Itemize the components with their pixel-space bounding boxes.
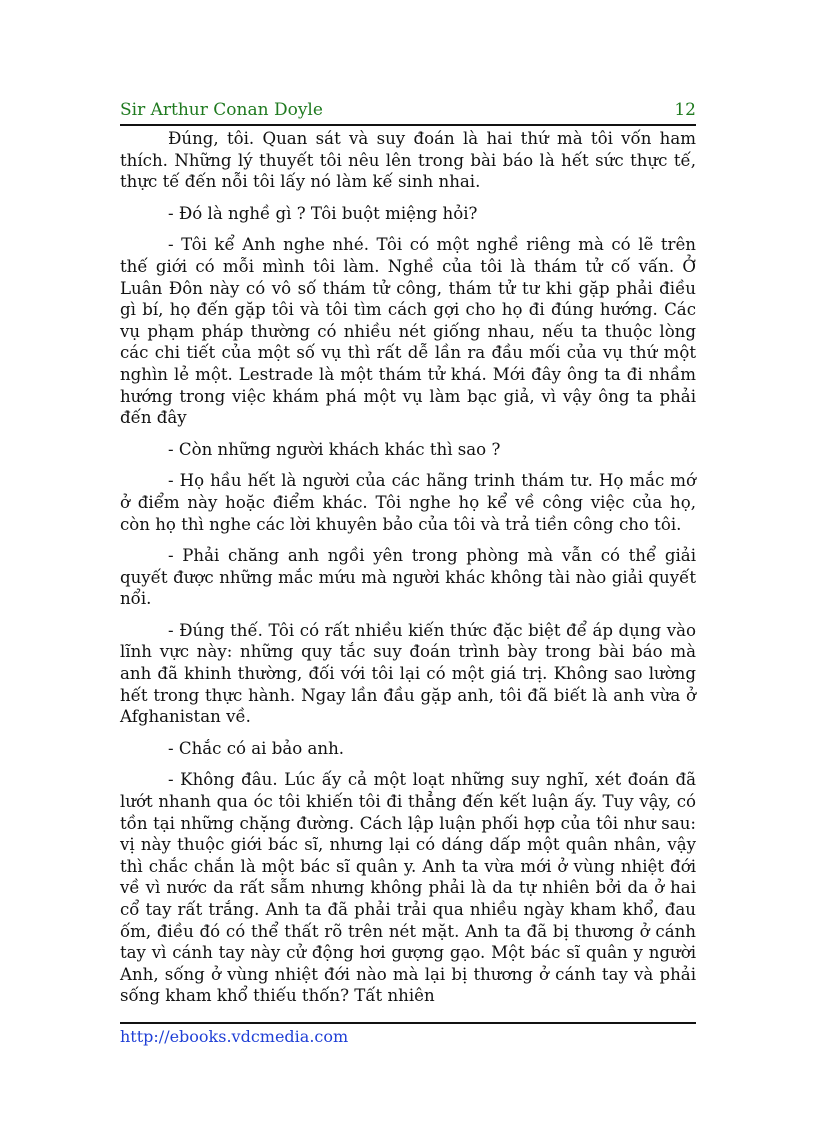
page-number: 12 bbox=[674, 100, 696, 120]
header-divider bbox=[120, 124, 696, 126]
paragraph: - Phải chăng anh ngồi yên trong phòng mà vẫn có thể giải quyết được những mắc mứu mà người khác không tài nào giải quyết nổi. bbox=[120, 546, 696, 609]
paragraph: - Chắc có ai bảo anh. bbox=[168, 738, 345, 758]
paragraph: - Tôi kể Anh nghe nhé. Tôi có một nghề riêng mà có lẽ trên thế giới có mỗi mình tôi làm. Nghề của tôi là thám tử cố vấn. Ở Luân Đôn này có vô số thám tử công, thám tử tư khi gặp phải điều gì bí, họ đến gặp tôi và tôi tìm cách gợi cho họ đi đúng hướng. Các vụ phạm pháp thường có nhiều nét giống nhau, nếu ta thuộc lòng các chi tiết của một số vụ thì rất dễ lần ra đầu mối của vụ thứ một nghìn lẻ một. Lestrade là một thám tử khá. Mới đây ông ta đi nhầm hướng trong việc khám phá một vụ làm bạc giả, vì vậy ông ta phải đến đây bbox=[120, 235, 696, 428]
paragraph: Đúng, tôi. Quan sát và suy đoán là hai thứ mà tôi vốn ham thích. Những lý thuyết tôi nêu lên trong bài báo là hết sức thực tế, thực tế đến nỗi tôi lấy nó làm kế sinh nhai. bbox=[120, 129, 696, 192]
paragraph: - Còn những người khách khác thì sao ? bbox=[168, 439, 501, 459]
footer-divider bbox=[120, 1022, 696, 1024]
paragraph: - Đó là nghề gì ? Tôi buột miệng hỏi? bbox=[168, 203, 478, 223]
paragraph: - Không đâu. Lúc ấy cả một loạt những suy nghĩ, xét đoán đã lướt nhanh qua óc tôi khiến tôi đi thẳng đến kết luận ấy. Tuy vậy, có tồn tại những chặng đường. Cách lập luận phối hợp của tôi như sau: vị này thuộc giới bác sĩ, nhưng lại có dáng dấp một quân nhân, vậy thì chắc chắn là một bác sĩ quân y. Anh ta vừa mới ở vùng nhiệt đới về vì nước da rất sẫm nhưng không phải là da tự nhiên bởi da ở hai cổ tay rất trắng. Anh ta đã phải trải qua nhiều ngày kham khổ, đau ốm, điều đó có thể thất rõ trên nét mặt. Anh ta đã bị thương ở cánh tay vì cánh tay này cử động hơi gượng gạo. Một bác sĩ quân y người Anh, sống ở vùng nhiệt đới nào mà lại bị thương ở cánh tay và phải sống kham khổ thiếu thốn? Tất nhiên bbox=[120, 770, 696, 1006]
body-text bbox=[120, 128, 696, 1017]
footer-url-link[interactable]: http://ebooks.vdcmedia.com bbox=[120, 1027, 349, 1046]
paragraph: - Đúng thế. Tôi có rất nhiều kiến thức đặc biệt để áp dụng vào lĩnh vực này: những quy tắc suy đoán trình bày trong bài báo mà anh đã khinh thường, đối với tôi lại có một giá trị. Không sao lường hết trong thực hành. Ngay lần đầu gặp anh, tôi đã biết là anh vừa ở Afghanistan về. bbox=[120, 620, 696, 727]
paragraph: - Họ hầu hết là người của các hãng trinh thám tư. Họ mắc mớ ở điểm này hoặc điểm khác. Tôi nghe họ kể về công việc của họ, còn họ thì nghe các lời khuyên bảo của tôi và trả tiền công cho tôi. bbox=[120, 471, 696, 534]
page-header bbox=[120, 100, 696, 120]
header-author: Sir Arthur Conan Doyle bbox=[120, 100, 323, 120]
